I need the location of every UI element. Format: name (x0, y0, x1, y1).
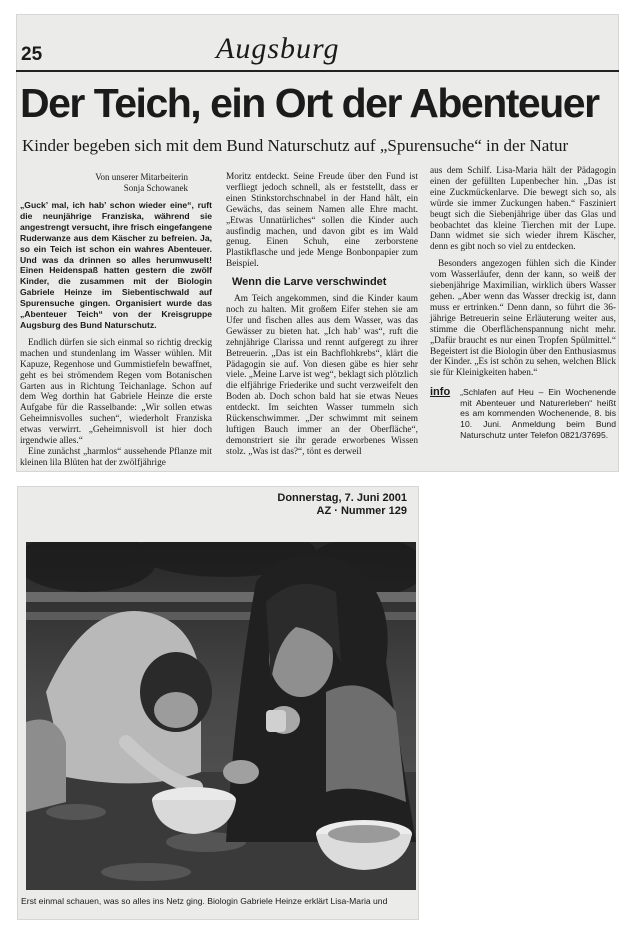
header-rule (16, 70, 619, 72)
subheadline: Kinder begeben sich mit dem Bund Naturschutz auf „Spurensuche“ in der Natur (22, 136, 569, 155)
body-paragraph: Am Teich angekommen, sind die Kinder kaum noch zu halten. Mit großem Eifer stehen sie am Ufer und fischen alles aus dem Wasser, was das Gewässer zu bieten hat. „Ich hab’ was“, ruft die zehnjährige Clarissa und rennt aufgeregt zu ihrer Betreuerin. „Das ist ein Bachflohkrebs“, klärt die Pädagogin sie auf. Von diesen gäbe es hier sehr viele. „Meine Larve ist weg“, beklagt sich plötzlich die elfjährige Friederike und sucht verzweifelt den Boden ab. Doch schon bald hat sie etwas Neues entdeckt. Im seichten Wasser tummeln sich Rückenschwimmer. „Der schwimmt mit seinem luftigen Bauch immer an der Oberfläche“, demonstriert sie ihr gerade erworbenes Wissen stolz. „Was ist das?“, tönt es derweil (226, 294, 418, 457)
news-photo (26, 542, 416, 890)
lead-paragraph: „Guck’ mal, ich hab’ schon wieder eine“, ruft die neunjährige Franziska, während sie angestrengt versucht, ihre frisch eingefangene Ruderwanze aus dem Käscher zu befreien. Ja, so ein Teich ist schon ein wahres Abenteuer. Und was da drinnen so alles herumwuselt! Einen Heidenspaß hatten gestern die zwölf Kinder, die zusammen mit der Biologin Gabriele Heinze im Siebentischwald auf Spurensuche gingen. Organisiert wurde das „Abenteuer Teich“ von der Kreisgruppe Augsburg des Bund Naturschutz. (20, 200, 212, 330)
body-paragraph: Moritz entdeckt. Seine Freude über den Fund ist verfliegt jedoch schnell, als er feststellt, dass er einen Stinkstorchschnabel in der Hand hält, ein Gewächs, das seinem Namen alle Ehre macht. „Etwas Unnatürliches“ sollen die Kinder auch ausfindig machen, und davon gibt es im Wald genug. Einen Schuh, eine zerborstene Plastikflasche und jede Menge Bonbonpapier zum Beispiel. (226, 172, 418, 270)
info-box (430, 387, 616, 440)
body-paragraph: Eine zunächst „harmlos“ aussehende Pflanze mit kleinen lila Blüten hat der zwölfjährige (20, 446, 212, 468)
info-label: info (430, 386, 451, 399)
page-number: 25 (21, 44, 43, 65)
article-column-2 (226, 172, 418, 458)
body-paragraph: aus dem Schilf. Lisa-Maria hält der Pädagogin einen der gefüllten Lupenbecher hin. „Das ist eine Zuckmückenlarve. Die bewegt sich so, als würde sie immer Zuckungen haben.“ Fasziniert beugt sich die Siebenjährige über das Glas und beobachtet das kleine Tierchen mit der Lupe. Dann widmet sie sich wieder ihrem Käscher, denn es gibt noch so viel zu entdecken. (430, 166, 616, 253)
info-text: „Schlafen auf Heu – Ein Wochenende mit Abenteuer und Naturerleben“ heißt es am kommenden Wochenende, 8. bis 10. Juni. Anmeldung beim Bund Naturschutz unter Telefon 0821/37695. (460, 387, 616, 440)
photo-caption: Erst einmal schauen, was so alles ins Netz ging. Biologin Gabriele Heinze erklärt Lisa-Maria und (21, 896, 388, 906)
byline (20, 172, 212, 194)
issue-number: AZ · Nummer 129 (316, 505, 407, 517)
byline-role: Von unserer Mitarbeiterin (95, 172, 188, 182)
byline-author: Sonja Schowanek (123, 183, 188, 193)
article-column-3 (430, 166, 616, 440)
article-column-1 (20, 172, 212, 469)
photo-clipping (17, 486, 419, 920)
inline-subheading: Wenn die Larve verschwindet (232, 276, 387, 289)
body-paragraph: Endlich dürfen sie sich einmal so richtig dreckig machen und stundenlang im Wasser wühlen. Mit Kapuze, Regenhose und Gummistiefeln bewaffnet, geht es bei strömendem Regen vom Botanischen Garten aus in Richtung Teichanlage. Schon auf dem Weg dorthin hat Gabriele Heinze die erste Aufgabe für die Rasselbande: „Wir sollen etwas Geheimnisvolles suchen“, wiederholt Franziska etwas verwirrt. „Geheimnisvoll ist hier doch irgendwie alles.“ (20, 337, 212, 447)
dateline (277, 492, 407, 518)
article-clipping (16, 14, 619, 472)
photo-scene (26, 542, 416, 890)
section-title: Augsburg (216, 32, 340, 65)
headline: Der Teich, ein Ort der Abenteuer (20, 80, 599, 126)
body-paragraph: Besonders angezogen fühlen sich die Kinder vom Wasserläufer, denn der kann, so weiß der siebenjährige Maximilian, wirklich übers Wasser gehen. „Aber wenn das Wasser dreckig ist, dann muss er ertrinken.“ Denn dann, so führt die 36-jährige Betreuerin seine Erläuterung weiter aus, stimme die Oberflächenspannung nicht mehr. „Dafür braucht es nur einen Tropfen Spülmittel.“ Begeistert ist die Biologin über den Enthusiasmus der Kinder. „Es ist schön zu sehen, welchen Blick sie für Kleinigkeiten haben.“ (430, 259, 616, 379)
issue-date: Donnerstag, 7. Juni 2001 (277, 492, 407, 504)
